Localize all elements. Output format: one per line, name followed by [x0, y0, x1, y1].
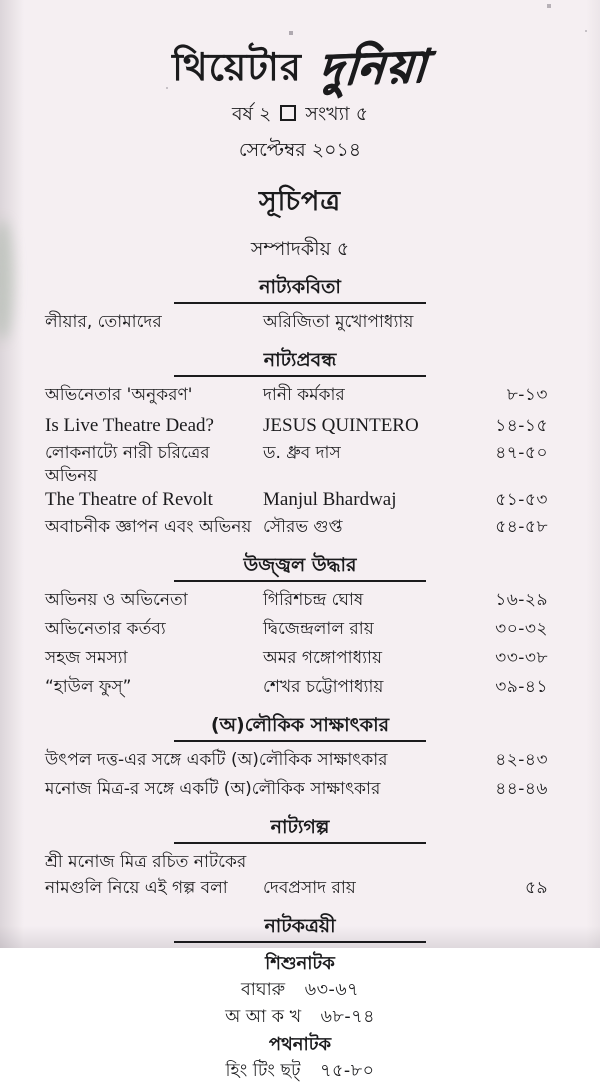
entry-pages: ৪৭-৫০ — [495, 442, 548, 463]
entry-title: লীয়ার, তোমাদের — [45, 311, 162, 332]
entry-author: শেখর চট্টোপাধ্যায় — [263, 677, 384, 698]
entry-title: মনোজ মিত্র-র সঙ্গে একটি (অ)লৌকিক সাক্ষাৎকার — [45, 779, 381, 800]
square-separator-icon — [280, 105, 296, 121]
section-header: (অ)লৌকিক সাক্ষাৎকার — [210, 714, 390, 737]
entry-pages: ৫৪-৫৮ — [495, 517, 548, 538]
issue-number-label: সংখ্যা ৫ — [305, 103, 369, 125]
entry-title: অবাচনীক জ্ঞাপন এবং অভিনয় — [45, 517, 252, 538]
section-interviews — [0, 714, 600, 807]
masthead — [0, 0, 600, 168]
entry-title: অভিনয় ও অভিনেতা — [45, 590, 188, 611]
magazine-logo — [0, 39, 600, 96]
toc-row — [0, 589, 600, 618]
entry-author: দ্বিজেন্দ্রলাল রায় — [263, 619, 374, 640]
toc-row — [0, 487, 600, 516]
editorial-entry: সম্পাদকীয় ৫ — [250, 238, 350, 260]
entry-title: উৎপল দত্ত-এর সঙ্গে একটি (অ)লৌকিক সাক্ষাৎকার — [45, 750, 388, 771]
toc-row — [0, 749, 600, 778]
entry-title: অভিনেতার কর্তব্য — [45, 619, 166, 640]
entry-title: বাঘারু — [240, 979, 286, 1000]
entry-pages: ৪২-৪৩ — [495, 750, 548, 771]
entry-pages: ৫১-৫৩ — [495, 490, 548, 511]
scan-speck-artifacts — [0, 0, 2, 2]
entry-pages: ৪৪-৪৬ — [495, 779, 548, 800]
issue-year-label: বর্ষ ২ — [231, 103, 272, 125]
section-rule — [174, 941, 426, 943]
toc-title: সূচিপত্র — [258, 186, 342, 217]
entry-pages: ৬৮-৭৪ — [320, 1006, 375, 1027]
logo-word-duniya-calligraphy: দুনিয়া — [316, 39, 430, 96]
entry-author: সৌরভ গুপ্ত — [263, 517, 343, 538]
section-play-trilogy — [0, 915, 600, 1085]
toc-row — [0, 618, 600, 647]
entry-author: দেবপ্রসাদ রায় — [263, 877, 356, 898]
toc-row — [0, 676, 600, 705]
section-header: নাট্যপ্রবন্ধ — [263, 348, 337, 371]
section-header: নাট্যকবিতা — [259, 276, 341, 298]
section-bright-recovery — [0, 554, 600, 705]
toc-row — [0, 647, 600, 676]
toc-row — [0, 384, 600, 413]
issue-date: সেপ্টেম্বর ২০১৪ — [238, 139, 362, 161]
entry-author: গিরিশচন্দ্র ঘোষ — [263, 590, 364, 611]
entry-author: দানী কর্মকার — [263, 384, 345, 405]
entry-title: অভিনেতার 'অনুকরণ' — [45, 384, 193, 405]
subsection-label-street-play: পথনাটক — [268, 1033, 332, 1055]
section-rule — [174, 580, 426, 582]
entry-pages: ৮-১৩ — [506, 384, 548, 405]
entry-author: JESUS QUINTERO — [263, 414, 419, 436]
toc-row — [0, 877, 600, 906]
subsection-label-children-play: শিশুনাটক — [265, 952, 335, 974]
entry-title: অ আ ক খ — [225, 1006, 302, 1027]
entry-title: “হাউল ফুস্” — [45, 677, 132, 698]
entry-title: লোকনাট্যে নারী চরিত্রের অভিনয় — [45, 442, 210, 486]
toc-row — [0, 442, 600, 488]
entry-author: ড. ধ্রুব দাস — [263, 442, 341, 463]
entry-pages: ১৪-১৫ — [495, 415, 548, 436]
entry-author: Manjul Bhardwaj — [263, 489, 397, 511]
entry-pages: ৫৯ — [524, 877, 548, 898]
section-rule — [174, 375, 426, 377]
section-rule — [174, 842, 426, 844]
section-drama-essays — [0, 349, 600, 546]
logo-word-theatre: থিয়েটার — [172, 45, 302, 89]
trilogy-entry — [0, 977, 600, 1004]
entry-title: The Theatre of Revolt — [45, 489, 213, 511]
entry-pages: ৩৯-৪১ — [495, 677, 548, 698]
trilogy-entry — [0, 1004, 600, 1031]
issue-line — [0, 100, 600, 132]
section-rule — [174, 302, 426, 304]
entry-pages: ৭৫-৮০ — [320, 1060, 375, 1081]
section-header: নাটকত্রয়ী — [264, 914, 336, 937]
trilogy-entry — [0, 1058, 600, 1085]
entry-pages: ১৬-২৯ — [495, 590, 548, 611]
toc-row — [0, 516, 600, 545]
toc-row — [0, 778, 600, 807]
entry-author: অমর গঙ্গোপাধ্যায় — [263, 648, 382, 669]
entry-author: অরিজিতা মুখোপাধ্যায় — [263, 311, 414, 332]
entry-title: সহজ সমস্যা — [45, 648, 128, 669]
entry-title: Is Live Theatre Dead? — [45, 414, 214, 436]
section-header: উজ্জ্বল উদ্ধার — [243, 554, 357, 577]
entry-title: হিং টিং ছট্ — [225, 1060, 301, 1081]
entry-title-line2: নামগুলি নিয়ে এই গল্প বলা — [45, 877, 228, 898]
entry-pages: ৩০-৩২ — [495, 619, 548, 640]
entry-title-line1: শ্রী মনোজ মিত্র রচিত নাটকের — [45, 851, 247, 872]
toc-row — [0, 311, 600, 340]
entry-pages: ৬৩-৬৭ — [304, 979, 360, 1000]
section-drama-poetry — [0, 276, 600, 340]
entry-pages: ৩৩-৩৮ — [495, 648, 548, 669]
section-drama-story — [0, 816, 600, 906]
section-header: নাট্যগল্প — [270, 816, 330, 839]
toc-row — [0, 413, 600, 442]
section-rule — [174, 740, 426, 742]
